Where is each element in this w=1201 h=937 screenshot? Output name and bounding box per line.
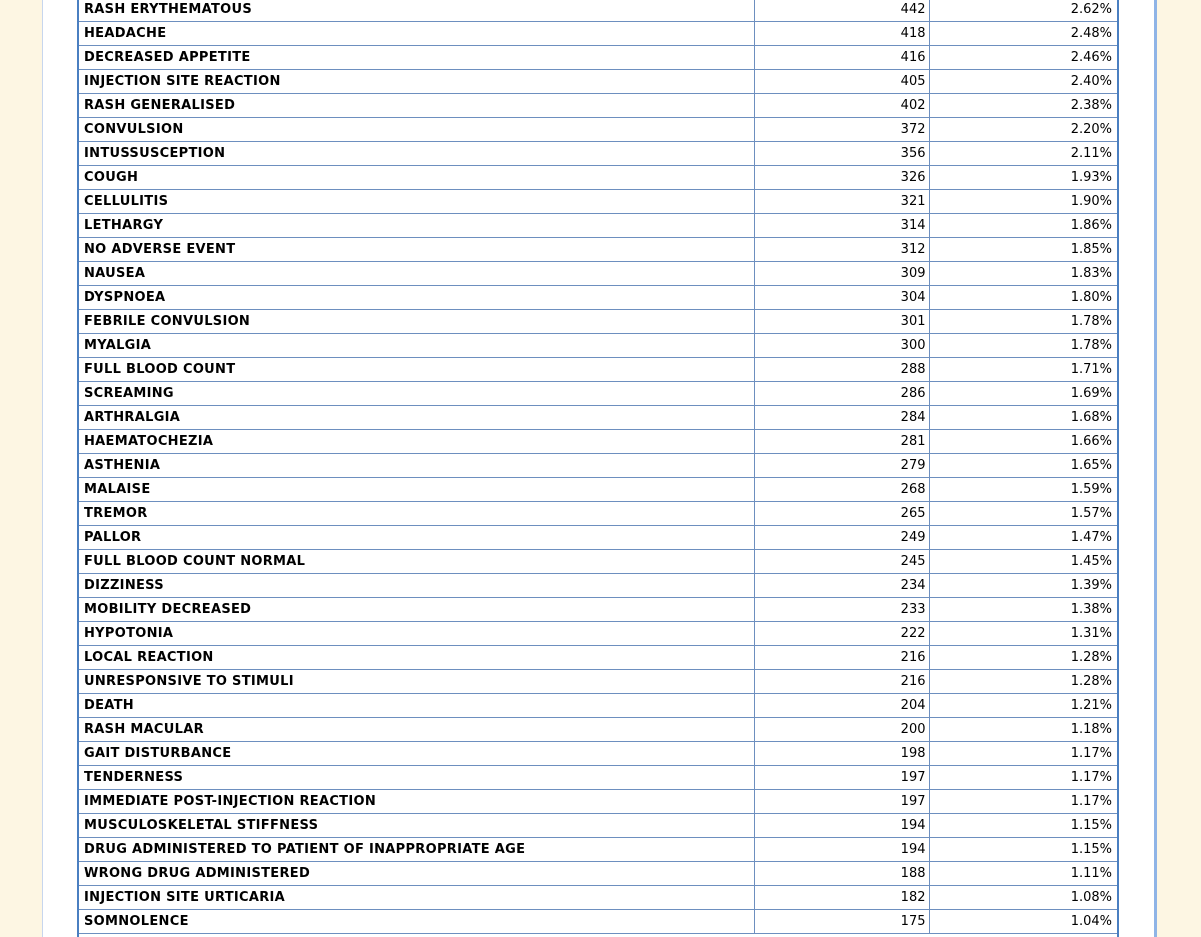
term-cell: IMMEDIATE POST-INJECTION REACTION <box>79 790 754 814</box>
term-cell: RASH GENERALISED <box>79 94 754 118</box>
count-cell: 268 <box>754 478 929 502</box>
table-row <box>79 886 1117 910</box>
term-cell: NO ADVERSE EVENT <box>79 238 754 262</box>
table-row <box>79 790 1117 814</box>
term-cell: INJECTION SITE REACTION <box>79 70 754 94</box>
table-row <box>79 94 1117 118</box>
count-cell: 216 <box>754 646 929 670</box>
count-cell: 314 <box>754 214 929 238</box>
percent-cell: 2.38% <box>929 94 1117 118</box>
count-cell: 265 <box>754 502 929 526</box>
percent-cell: 1.38% <box>929 598 1117 622</box>
table-row <box>79 70 1117 94</box>
table-row <box>79 262 1117 286</box>
term-cell: COUGH <box>79 166 754 190</box>
table-row <box>79 334 1117 358</box>
table-row <box>79 502 1117 526</box>
table-row <box>79 742 1117 766</box>
table-row <box>79 694 1117 718</box>
count-cell: 284 <box>754 406 929 430</box>
term-cell: DECREASED APPETITE <box>79 46 754 70</box>
term-cell: ARTHRALGIA <box>79 406 754 430</box>
table-row <box>79 646 1117 670</box>
adverse-events-table <box>79 0 1117 934</box>
percent-cell: 2.40% <box>929 70 1117 94</box>
count-cell: 418 <box>754 22 929 46</box>
table-row <box>79 238 1117 262</box>
table-row <box>79 286 1117 310</box>
term-cell: TENDERNESS <box>79 766 754 790</box>
count-cell: 188 <box>754 862 929 886</box>
percent-cell: 1.66% <box>929 430 1117 454</box>
percent-cell: 1.57% <box>929 502 1117 526</box>
count-cell: 197 <box>754 766 929 790</box>
table-row <box>79 814 1117 838</box>
table-row <box>79 550 1117 574</box>
count-cell: 304 <box>754 286 929 310</box>
percent-cell: 1.17% <box>929 766 1117 790</box>
term-cell: RASH ERYTHEMATOUS <box>79 0 754 22</box>
percent-cell: 1.78% <box>929 310 1117 334</box>
table-row <box>79 0 1117 22</box>
percent-cell: 1.93% <box>929 166 1117 190</box>
term-cell: FULL BLOOD COUNT <box>79 358 754 382</box>
count-cell: 281 <box>754 430 929 454</box>
table-body <box>79 0 1117 934</box>
table-row <box>79 862 1117 886</box>
term-cell: INTUSSUSCEPTION <box>79 142 754 166</box>
term-cell: LETHARGY <box>79 214 754 238</box>
table-row <box>79 670 1117 694</box>
count-cell: 249 <box>754 526 929 550</box>
percent-cell: 1.28% <box>929 646 1117 670</box>
count-cell: 326 <box>754 166 929 190</box>
count-cell: 204 <box>754 694 929 718</box>
term-cell: HAEMATOCHEZIA <box>79 430 754 454</box>
percent-cell: 1.15% <box>929 838 1117 862</box>
percent-cell: 2.62% <box>929 0 1117 22</box>
term-cell: LOCAL REACTION <box>79 646 754 670</box>
percent-cell: 1.31% <box>929 622 1117 646</box>
term-cell: DYSPNOEA <box>79 286 754 310</box>
count-cell: 288 <box>754 358 929 382</box>
percent-cell: 1.45% <box>929 550 1117 574</box>
table-row <box>79 406 1117 430</box>
table-row <box>79 598 1117 622</box>
percent-cell: 1.17% <box>929 790 1117 814</box>
term-cell: WRONG DRUG ADMINISTERED <box>79 862 754 886</box>
count-cell: 175 <box>754 910 929 934</box>
table-row <box>79 910 1117 934</box>
percent-cell: 1.68% <box>929 406 1117 430</box>
table-row <box>79 358 1117 382</box>
left-page-margin <box>0 0 43 937</box>
percent-cell: 1.18% <box>929 718 1117 742</box>
count-cell: 321 <box>754 190 929 214</box>
count-cell: 312 <box>754 238 929 262</box>
count-cell: 442 <box>754 0 929 22</box>
term-cell: HEADACHE <box>79 22 754 46</box>
count-cell: 245 <box>754 550 929 574</box>
table-row <box>79 22 1117 46</box>
count-cell: 194 <box>754 838 929 862</box>
percent-cell: 1.04% <box>929 910 1117 934</box>
table-row <box>79 718 1117 742</box>
table-row <box>79 454 1117 478</box>
count-cell: 279 <box>754 454 929 478</box>
table-row <box>79 382 1117 406</box>
count-cell: 301 <box>754 310 929 334</box>
count-cell: 198 <box>754 742 929 766</box>
table-row <box>79 190 1117 214</box>
percent-cell: 1.17% <box>929 742 1117 766</box>
percent-cell: 2.20% <box>929 118 1117 142</box>
term-cell: RASH MACULAR <box>79 718 754 742</box>
term-cell: TREMOR <box>79 502 754 526</box>
term-cell: FEBRILE CONVULSION <box>79 310 754 334</box>
percent-cell: 1.28% <box>929 670 1117 694</box>
percent-cell: 2.11% <box>929 142 1117 166</box>
percent-cell: 1.11% <box>929 862 1117 886</box>
count-cell: 402 <box>754 94 929 118</box>
term-cell: NAUSEA <box>79 262 754 286</box>
table-row <box>79 310 1117 334</box>
percent-cell: 1.86% <box>929 214 1117 238</box>
percent-cell: 1.80% <box>929 286 1117 310</box>
term-cell: PALLOR <box>79 526 754 550</box>
table-row <box>79 574 1117 598</box>
count-cell: 200 <box>754 718 929 742</box>
right-page-margin <box>1154 0 1201 937</box>
table-row <box>79 166 1117 190</box>
table-row <box>79 838 1117 862</box>
term-cell: DEATH <box>79 694 754 718</box>
term-cell: SOMNOLENCE <box>79 910 754 934</box>
table-row <box>79 478 1117 502</box>
adverse-events-table-frame <box>77 0 1119 937</box>
table-row <box>79 214 1117 238</box>
count-cell: 300 <box>754 334 929 358</box>
term-cell: ASTHENIA <box>79 454 754 478</box>
count-cell: 233 <box>754 598 929 622</box>
percent-cell: 1.71% <box>929 358 1117 382</box>
table-row <box>79 46 1117 70</box>
term-cell: INJECTION SITE URTICARIA <box>79 886 754 910</box>
percent-cell: 2.46% <box>929 46 1117 70</box>
term-cell: CONVULSION <box>79 118 754 142</box>
count-cell: 286 <box>754 382 929 406</box>
percent-cell: 1.39% <box>929 574 1117 598</box>
count-cell: 356 <box>754 142 929 166</box>
term-cell: MALAISE <box>79 478 754 502</box>
term-cell: SCREAMING <box>79 382 754 406</box>
term-cell: CELLULITIS <box>79 190 754 214</box>
table-row <box>79 622 1117 646</box>
count-cell: 405 <box>754 70 929 94</box>
count-cell: 234 <box>754 574 929 598</box>
count-cell: 222 <box>754 622 929 646</box>
term-cell: UNRESPONSIVE TO STIMULI <box>79 670 754 694</box>
percent-cell: 1.59% <box>929 478 1117 502</box>
percent-cell: 1.65% <box>929 454 1117 478</box>
table-row <box>79 118 1117 142</box>
term-cell: HYPOTONIA <box>79 622 754 646</box>
percent-cell: 1.78% <box>929 334 1117 358</box>
count-cell: 197 <box>754 790 929 814</box>
table-row <box>79 766 1117 790</box>
term-cell: MOBILITY DECREASED <box>79 598 754 622</box>
count-cell: 309 <box>754 262 929 286</box>
count-cell: 372 <box>754 118 929 142</box>
percent-cell: 2.48% <box>929 22 1117 46</box>
term-cell: FULL BLOOD COUNT NORMAL <box>79 550 754 574</box>
percent-cell: 1.85% <box>929 238 1117 262</box>
table-row <box>79 142 1117 166</box>
percent-cell: 1.90% <box>929 190 1117 214</box>
term-cell: MUSCULOSKELETAL STIFFNESS <box>79 814 754 838</box>
count-cell: 216 <box>754 670 929 694</box>
count-cell: 182 <box>754 886 929 910</box>
count-cell: 194 <box>754 814 929 838</box>
count-cell: 416 <box>754 46 929 70</box>
percent-cell: 1.83% <box>929 262 1117 286</box>
percent-cell: 1.69% <box>929 382 1117 406</box>
term-cell: DRUG ADMINISTERED TO PATIENT OF INAPPROPRIATE AGE <box>79 838 754 862</box>
table-row <box>79 526 1117 550</box>
term-cell: DIZZINESS <box>79 574 754 598</box>
percent-cell: 1.47% <box>929 526 1117 550</box>
term-cell: GAIT DISTURBANCE <box>79 742 754 766</box>
term-cell: MYALGIA <box>79 334 754 358</box>
table-row <box>79 430 1117 454</box>
percent-cell: 1.21% <box>929 694 1117 718</box>
percent-cell: 1.15% <box>929 814 1117 838</box>
percent-cell: 1.08% <box>929 886 1117 910</box>
